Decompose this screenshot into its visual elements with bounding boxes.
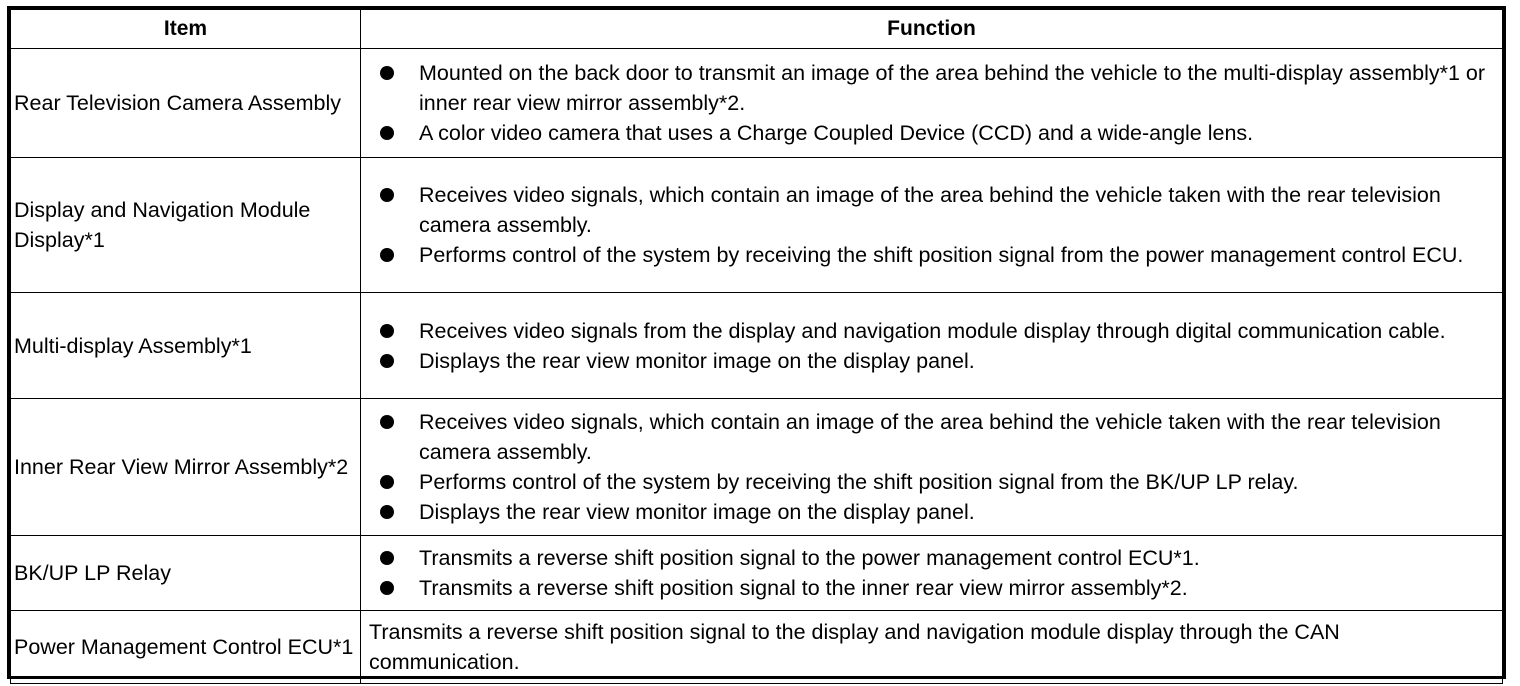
bullet-item — [369, 180, 1492, 240]
bullet-item — [369, 497, 1492, 527]
bullet-icon — [380, 415, 394, 429]
bullet-icon — [380, 505, 394, 519]
bullet-text: Receives video signals, which contain an image of the area behind the vehicle taken with the rear television camera assembly. — [419, 410, 1441, 464]
bullet-item — [369, 316, 1492, 346]
bullet-item — [369, 346, 1492, 376]
bullet-icon — [380, 66, 394, 80]
bullet-icon — [380, 354, 394, 368]
bullet-text: Receives video signals from the display and navigation module display through digital communication cable. — [419, 318, 1446, 343]
bullet-item — [369, 58, 1492, 118]
table-row — [11, 49, 1503, 158]
bullet-list — [369, 58, 1492, 148]
bullet-text: Receives video signals, which contain an image of the area behind the vehicle taken with the rear television camera assembly. — [419, 183, 1441, 237]
bullet-list — [369, 180, 1492, 270]
table-row — [11, 536, 1503, 611]
header-function: Function — [361, 10, 1503, 49]
bullet-text: Displays the rear view monitor image on the display panel. — [419, 348, 975, 373]
function-cell — [361, 293, 1503, 399]
bullet-list — [369, 407, 1492, 527]
bullet-item — [369, 118, 1492, 148]
bullet-icon — [380, 126, 394, 140]
table-row — [11, 293, 1503, 399]
function-cell — [361, 536, 1503, 611]
table-row — [11, 611, 1503, 684]
bullet-list — [369, 543, 1492, 603]
item-cell: Power Management Control ECU*1 — [11, 611, 361, 684]
bullet-icon — [380, 551, 394, 565]
bullet-item — [369, 407, 1492, 467]
bullet-text: Transmits a reverse shift position signal to the power management control ECU*1. — [419, 546, 1200, 570]
item-cell: BK/UP LP Relay — [11, 536, 361, 611]
bullet-item — [369, 467, 1492, 497]
table-row — [11, 399, 1503, 536]
bullet-item — [369, 573, 1492, 603]
function-table — [7, 6, 1506, 679]
function-cell — [361, 158, 1503, 293]
bullet-text: Mounted on the back door to transmit an image of the area behind the vehicle to the multi-display assembly*1 or inner rear view mirror assembly*2. — [419, 61, 1486, 115]
bullet-icon — [380, 475, 394, 489]
bullet-icon — [380, 188, 394, 202]
bullet-item — [369, 543, 1492, 573]
bullet-item — [369, 240, 1492, 270]
bullet-text: Performs control of the system by receiving the shift position signal from the power management control ECU. — [419, 243, 1464, 267]
table — [10, 9, 1503, 684]
item-cell: Multi-display Assembly*1 — [11, 293, 361, 399]
item-cell: Inner Rear View Mirror Assembly*2 — [11, 399, 361, 536]
bullet-list — [369, 316, 1492, 376]
bullet-text: Transmits a reverse shift position signal to the inner rear view mirror assembly*2. — [419, 576, 1188, 600]
header-row — [11, 10, 1503, 49]
item-cell: Rear Television Camera Assembly — [11, 49, 361, 158]
item-cell: Display and Navigation Module Display*1 — [11, 158, 361, 293]
bullet-icon — [380, 248, 394, 262]
function-cell — [361, 399, 1503, 536]
bullet-icon — [380, 581, 394, 595]
table-row — [11, 158, 1503, 293]
header-item: Item — [11, 10, 361, 49]
bullet-text: Performs control of the system by receiving the shift position signal from the BK/UP LP relay. — [419, 470, 1299, 494]
bullet-text: Displays the rear view monitor image on the display panel. — [419, 500, 975, 524]
bullet-icon — [380, 324, 394, 338]
function-cell: Transmits a reverse shift position signal to the display and navigation module display through the CAN communication. — [361, 611, 1503, 684]
function-cell — [361, 49, 1503, 158]
bullet-text: A color video camera that uses a Charge Coupled Device (CCD) and a wide-angle lens. — [419, 121, 1254, 145]
